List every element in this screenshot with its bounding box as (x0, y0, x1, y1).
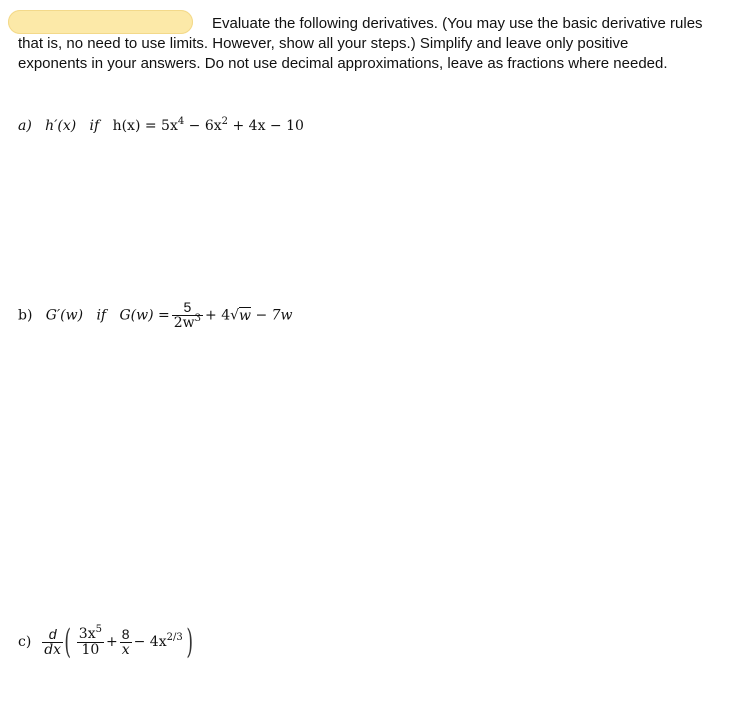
problem-c-d-numerator: d (42, 627, 63, 643)
instructions-line-1: Evaluate the following derivatives. (You may use the basic derivative rules (212, 15, 703, 32)
problem-c-exp: 2/3 (166, 632, 183, 643)
problem-b-label: b) (18, 307, 33, 324)
problem-b-radicand: w (239, 307, 252, 324)
problem-b-target: G′(w) (45, 307, 84, 324)
problem-c-f1-num-exp: 5 (95, 623, 102, 635)
problem-b-denominator (172, 313, 203, 331)
sqrt-icon: √ (230, 307, 240, 324)
problem-c-fraction-1 (77, 623, 104, 658)
problem-c-label: c) (18, 634, 32, 650)
problem-c-minus: − 4x (133, 634, 167, 650)
problem-b-if: if (96, 307, 107, 324)
problem-b-numerator: 5 (172, 300, 203, 316)
problem-b-func: G(w) = (119, 307, 170, 324)
problem-b (18, 300, 293, 331)
problem-c (18, 622, 192, 662)
problem-c-f2-numerator: 8 (120, 627, 132, 643)
instructions-text (18, 14, 736, 74)
problem-b-tail: − 7w (251, 307, 293, 324)
problem-b-fraction (172, 300, 203, 331)
problem-a-tail: + 4x − 10 (228, 118, 304, 134)
problem-a-if: if (89, 118, 100, 134)
problem-c-f2-denominator: x (121, 641, 130, 658)
left-paren-icon: ( (64, 622, 72, 662)
problem-c-f1-num-base: 3x (78, 625, 96, 642)
right-paren-icon: ) (186, 622, 194, 662)
problem-a-func: h(x) = 5x (112, 118, 178, 134)
instructions-line-2: that is, no need to use limits. However, show all your steps.) Simplify and leave only positive (18, 35, 629, 52)
problem-b-den-exp: 3 (194, 313, 202, 324)
problem-c-derivative-operator (42, 627, 63, 658)
problem-a-exp1: 4 (177, 116, 185, 127)
instructions-line-3: exponents in your answers. Do not use decimal approximations, leave as fractions where needed. (18, 55, 668, 72)
problem-a-label: a) (18, 118, 32, 134)
problem-c-fraction-2 (120, 627, 132, 658)
problem-b-plus: + 4 (205, 307, 231, 324)
problem-a-mid: − 6x (184, 118, 222, 134)
problem-a-exp2: 2 (221, 116, 229, 127)
problem-c-plus: + (105, 634, 118, 650)
problem-b-den-base: 2w (173, 315, 195, 331)
problem-c-d-denominator: dx (44, 641, 62, 658)
problem-a (18, 118, 304, 134)
problem-c-f1-numerator (77, 623, 104, 643)
problem-c-f1-denominator: 10 (81, 641, 100, 658)
problem-a-target: h′(x) (45, 118, 77, 134)
